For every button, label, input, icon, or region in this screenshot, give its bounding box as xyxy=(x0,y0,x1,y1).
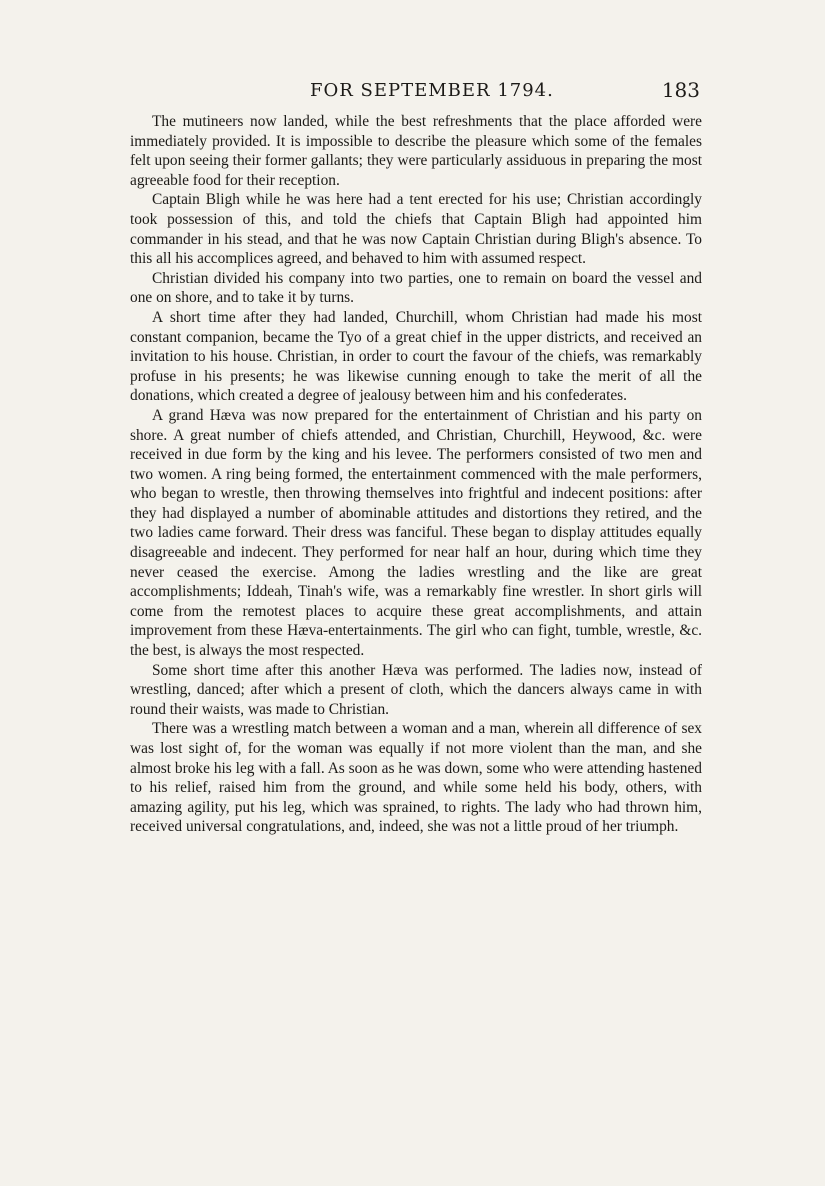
running-head: FOR SEPTEMBER 1794. xyxy=(310,80,554,101)
body-text xyxy=(130,112,702,837)
paragraph-churchill-tyo: A short time after they had landed, Churchill, whom Christian had made his most constant companion, became the Tyo of a great chief in the upper districts, and received an invitation to his house. Christian, in order to court the favour of the chiefs, was remarkably profuse in his presents; he was likewise cunning enough to take the merit of all the donations, which created a degree of jealousy between him and his confederates. xyxy=(130,308,702,405)
page-header xyxy=(130,76,700,110)
paragraph-another-haeva: Some short time after this another Hæva was performed. The ladies now, instead of wrestling, danced; after which a present of cloth, which the dancers always came in with round their waists, was made to Christian. xyxy=(130,661,702,718)
page-number: 183 xyxy=(661,78,700,102)
paragraph-captain-christian: Captain Bligh while he was here had a tent erected for his use; Christian accordingly took possession of this, and told the chiefs that Captain Bligh had appointed him commander in his stead, and that he was now Captain Christian during Bligh's absence. To this all his accomplices agreed, and behaved to him with assumed respect. xyxy=(130,191,702,268)
paragraph-grand-haeva: A grand Hæva was now prepared for the entertainment of Christian and his party on shore. A great number of chiefs attended, and Christian, Churchill, Heywood, &c. were received in due form by the king and his levee. The performers consisted of two men and two women. A ring being formed, the entertainment commenced with the male performers, who began to wrestle, then throwing themselves into frightful and indecent positions: after they had displayed a number of abominable attitudes and distortions they retired, and the two ladies came forward. Their dress was fanciful. These began to display attitudes equally disagreeable and indecent. They performed for near half an hour, during which time they never ceased the exercise. Among the ladies wrestling and the like are great accomplishments; Iddeah, Tinah's wife, was a remarkably fine wrestler. In short girls will come from the remotest places to acquire these great accomplishments, and attain improvement from these Hæva-entertainments. The girl who can fight, tumble, wrestle, &c. the best, is always the most respected. xyxy=(130,406,702,660)
paragraph-wrestling-match: There was a wrestling match between a woman and a man, wherein all difference of sex was lost sight of, for the woman was equally if not more violent than the man, and she almost broke his leg with a fall. As soon as he was down, some who were attending hastened to his relief, raised him from the ground, and while some held his body, others, with amazing agility, put his leg, which was sprained, to rights. The lady who had thrown him, received universal congratulations, and, indeed, she was not a little proud of her triumph. xyxy=(130,720,702,836)
paragraph-two-parties: Christian divided his company into two parties, one to remain on board the vessel and one on shore, and to take it by turns. xyxy=(130,269,702,307)
paragraph-mutineers-landed: The mutineers now landed, while the best refreshments that the place afforded were immediately provided. It is impossible to describe the pleasure which some of the females felt upon seeing their former gallants; they were particularly assiduous in preparing the most agreeable food for their reception. xyxy=(130,113,702,189)
